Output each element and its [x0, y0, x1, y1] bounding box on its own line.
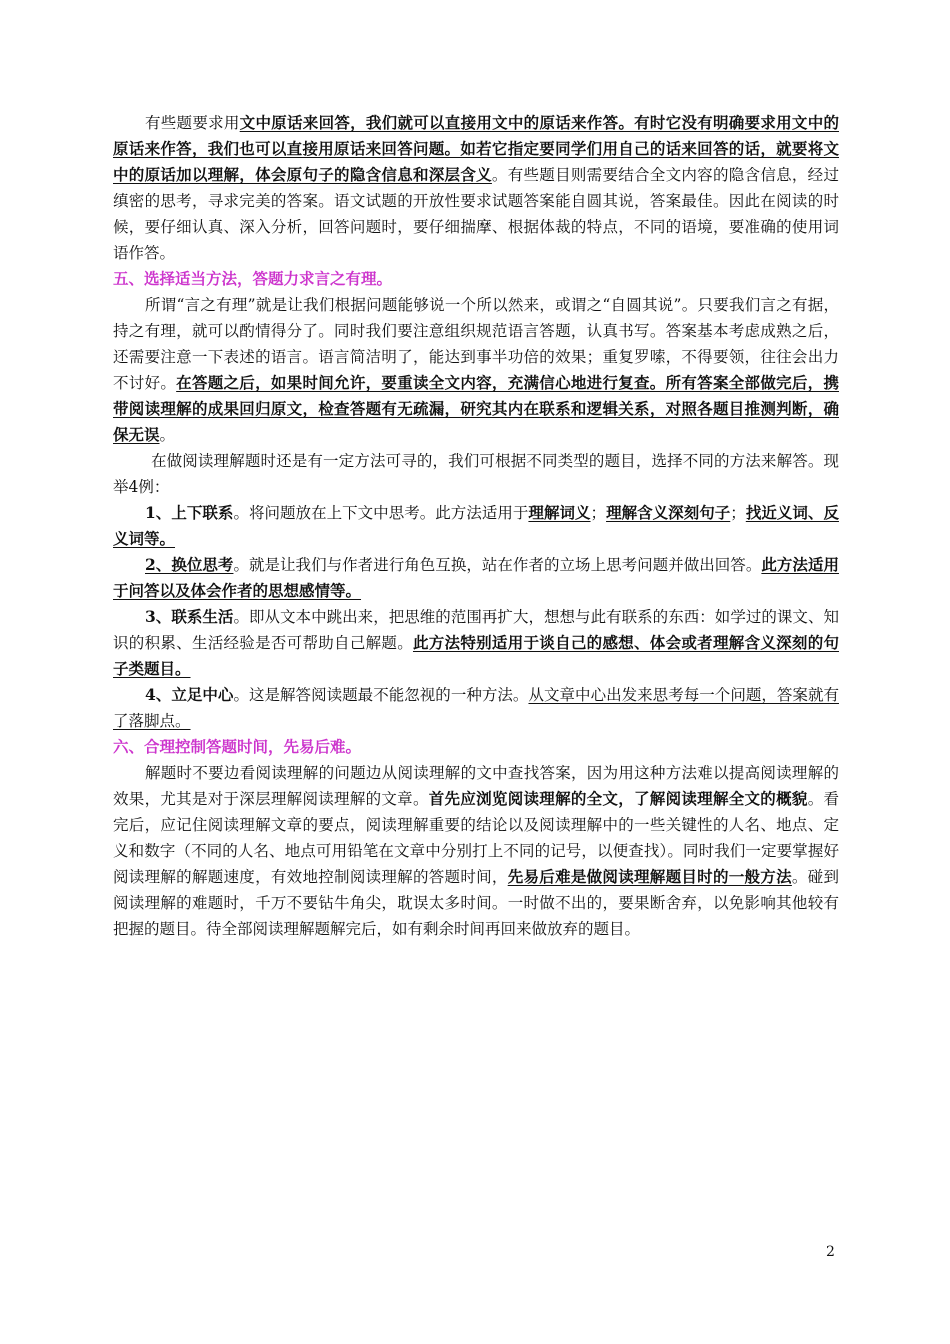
bold-text: 首先应浏览阅读理解的全文，了解阅读理解全文的概貌: [428, 789, 808, 808]
text-run: 。即从文本中跳出来，把思维的范围再扩大，想想与此有联系的东西：如学过的课文、知识的积累、生活经验是否可帮助自己解题。: [113, 608, 839, 652]
emphasized-text: 找近义词、反义词等。: [113, 503, 839, 548]
emphasized-text: 先易后难是做阅读理解题目时的一般方法: [507, 867, 792, 886]
emphasized-text: 在答题之后，如果时间允许，要重读全文内容，充满信心地进行复查。所有答案全部做完后，携带阅读理解的成果回归原文，检查答题有无疏漏，研究其内在联系和逻辑关系，对照各题目推测判断，确保无误: [113, 373, 839, 444]
text-run: 解题时不要边看阅读理解的问题边从阅读理解的文中查找答案，因为用这种方法难以提高阅读理解的效果，尤其是对于深层理解阅读理解的文章。: [113, 764, 839, 808]
method-3: [113, 604, 839, 682]
document-body: [113, 110, 839, 942]
text-run: ；: [590, 504, 607, 522]
method-4: [113, 682, 839, 734]
emphasized-text: 理解词义: [528, 503, 591, 522]
text-run: 。: [159, 426, 176, 444]
text-run: 所谓“言之有理”就是让我们根据问题能够说一个所以然来，或谓之“自圆其说”。只要我们言之有据，持之有理，就可以酌情得分了。同时我们要注意组织规范语言答题，认真书写。答案基本考虑成熟之后，还需要注意一下表述的语言。语言简洁明了，能达到事半功倍的效果；重复罗嗦，不得要领，往往会出力不讨好。: [113, 296, 839, 392]
text-run: 。有些题目则需要结合全文内容的隐含信息，经过缜密的思考，寻求完美的答案。语文试题的开放性要求试题答案能自圆其说，答案最佳。因此在阅读的时候，要仔细认真、深入分析，回答问题时，要仔细揣摩、根据体裁的特点，不同的语境，要准确的使用词语作答。: [113, 166, 839, 262]
paragraph-time-control: [113, 760, 839, 942]
method-2: [113, 552, 839, 604]
text-run: ；: [730, 504, 746, 522]
text-run: 。看完后，应记住阅读理解文章的要点，阅读理解重要的结论以及阅读理解中的一些关键性的人名、地点、定义和数字（不同的人名、地点可用铅笔在文章中分别打上不同的记号，以便查找）。同时我们一定要掌握好阅读理解的解题速度，有效地控制阅读理解的答题时间，: [113, 790, 839, 886]
method-1: [113, 500, 839, 552]
method-label: 3、联系生活: [145, 607, 234, 626]
section-heading-6: 六、合理控制答题时间，先易后难。: [113, 737, 362, 756]
emphasized-text: 此方法特别适用于谈自己的感想、体会或者理解含义深刻的句子类题目。: [113, 633, 839, 678]
text-run: 有些题要求用: [145, 114, 240, 132]
emphasized-text: 此方法适用于问答以及体会作者的思想感情等。: [113, 555, 839, 600]
method-label: 1、上下联系: [145, 503, 234, 522]
paragraph-reasoned-answer: [113, 292, 839, 448]
text-run: 。将问题放在上下文中思考。此方法适用于: [233, 504, 529, 522]
paragraph-answer-with-original-text: [113, 110, 839, 266]
emphasized-text: 理解含义深刻句子: [606, 503, 731, 522]
section-heading-5: 五、选择适当方法，答题力求言之有理。: [113, 269, 393, 288]
method-label: 4、立足中心: [145, 685, 234, 704]
paragraph-methods-intro: 在做阅读理解题时还是有一定方法可寻的，我们可根据不同类型的题目，选择不同的方法来解答。现举4例：: [113, 452, 839, 496]
text-run: 。这是解答阅读题最不能忽视的一种方法。: [233, 686, 529, 704]
method-label: 2、换位思考: [145, 555, 234, 574]
page-number: 2: [826, 1244, 835, 1260]
text-run: 。就是让我们与作者进行角色互换，站在作者的立场上思考问题并做出回答。: [233, 556, 762, 574]
text-run: 。碰到阅读理解的难题时，千万不要钻牛角尖，耽误太多时间。一时做不出的，要果断舍弃，以免影响其他较有把握的题目。待全部阅读理解题解完后，如有剩余时间再回来做放弃的题目。: [113, 868, 839, 938]
emphasized-text: 文中原话来回答，我们就可以直接用文中的原话来作答。有时它没有明确要求用文中的原话来作答，我们也可以直接用原话来回答问题。如若它指定要同学们用自己的话来回答的话，就要将文中的原话加以理解，体会原句子的隐含信息和深层含义: [113, 113, 839, 184]
underlined-text: 从文章中心出发来思考每一个问题，答案就有了落脚点。: [113, 686, 839, 730]
